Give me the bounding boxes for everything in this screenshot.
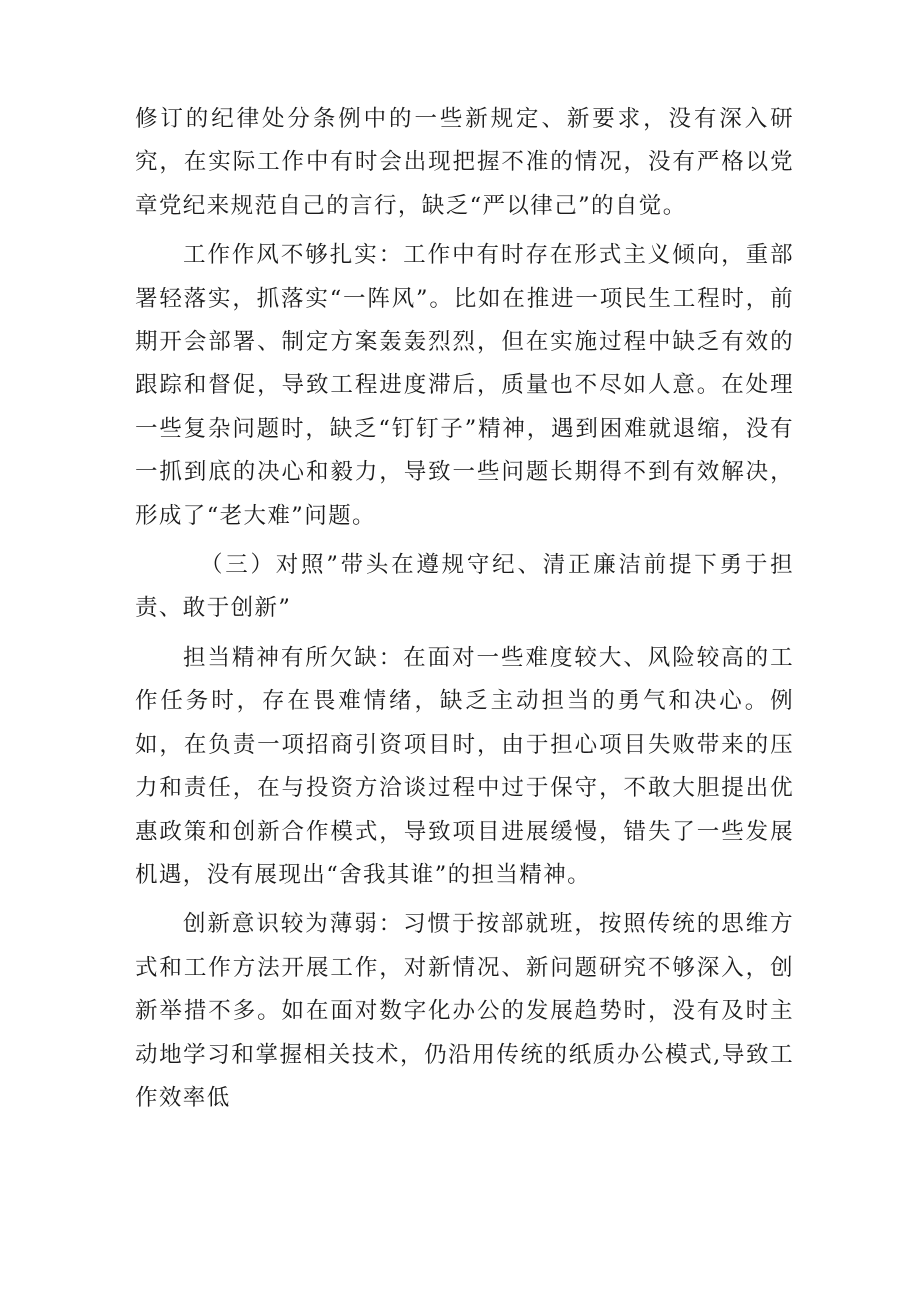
paragraph-work-style: 工作作风不够扎实：工作中有时存在形式主义倾向，重部署轻落实，抓落实“一阵风”。比如在推进一项民生工程时，前期开会部署、制定方案轰轰烈烈，但在实施过程中缺乏有效的跟踪和督促，导致工程进度滞后，质量也不尽如人意。在处理一些复杂问题时，缺乏“钉钉子”精神，遇到困难就退缩，没有一抓到底的决心和毅力，导致一些问题长期得不到有效解决，形成了“老大难”问题。 [135, 242, 794, 529]
paragraph-responsibility: 担当精神有所欠缺：在面对一些难度较大、风险较高的工作任务时，存在畏难情绪，缺乏主动担当的勇气和决心。例如，在负责一项招商引资项目时，由于担心项目失败带来的压力和责任，在与投资方洽谈过程中过于保守，不敢大胆提出优惠政策和创新合作模式，导致项目进展缓慢，错失了一些发展机遇，没有展现出“舍我其谁”的担当精神。 [135, 644, 794, 888]
paragraph-continuation: 修订的纪律处分条例中的一些新规定、新要求，没有深入研究，在实际工作中有时会出现把握不准的情况，没有严格以党章党纪来规范自己的言行，缺乏“严以律己”的自觉。 [135, 106, 794, 219]
section-heading-three: （三）对照”带头在遵规守纪、清正廉洁前提下勇于担责、敢于创新” [135, 552, 794, 622]
paragraph-innovation: 创新意识较为薄弱：习惯于按部就班，按照传统的思维方式和工作方法开展工作，对新情况、新问题研究不够深入，创新举措不多。如在面对数字化办公的发展趋势时，没有及时主动地学习和掌握相关技术，仍沿用传统的纸质办公模式,导致工作效率低 [135, 911, 794, 1111]
